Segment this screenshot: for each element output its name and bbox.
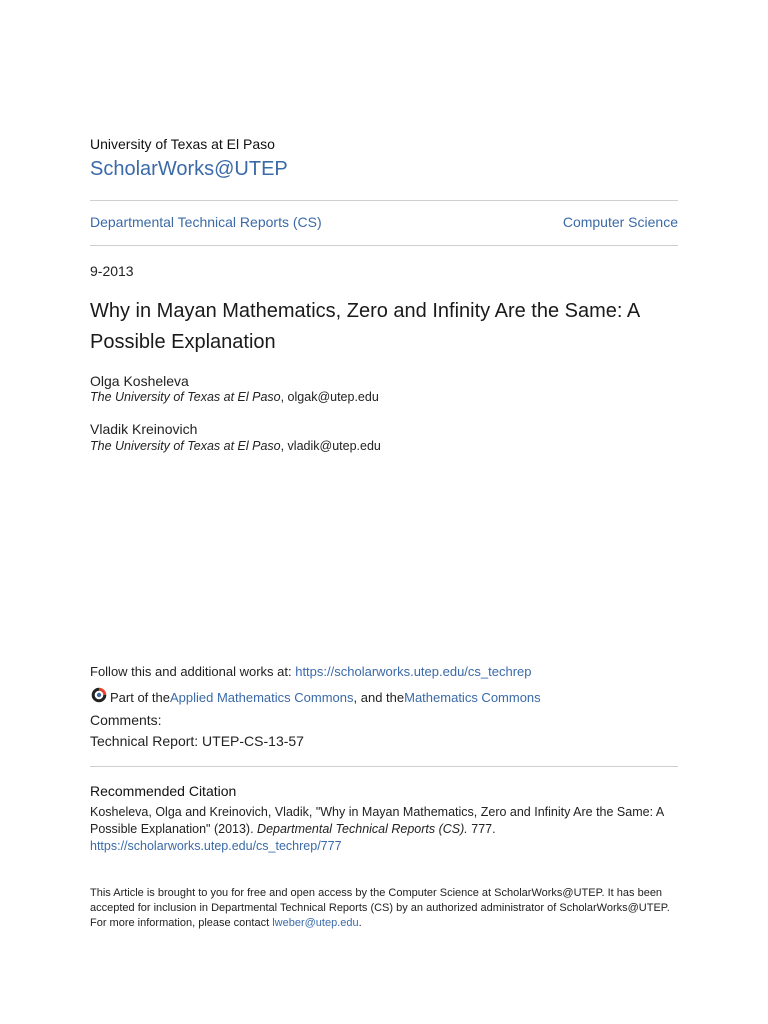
citation-text: Kosheleva, Olga and Kreinovich, Vladik, "Why in Mayan Mathematics, Zero and Infinity Are the Same: A Possible Explanation" (2013). <box>90 805 664 836</box>
citation-body <box>90 804 678 855</box>
math-commons-link[interactable]: Mathematics Commons <box>404 689 541 705</box>
citation-heading: Recommended Citation <box>90 783 237 799</box>
author-affiliation <box>90 439 381 453</box>
applied-math-commons-link[interactable]: Applied Mathematics Commons <box>169 689 354 705</box>
author-affiliation <box>90 390 379 404</box>
citation-number: 777. <box>467 822 496 836</box>
contact-email-link[interactable]: lweber@utep.edu <box>272 917 359 929</box>
affiliation-text: The University of Texas at El Paso <box>90 439 281 453</box>
divider <box>90 245 678 246</box>
affiliation-text: The University of Texas at El Paso <box>90 390 281 404</box>
footer-text: This Article is brought to you for free and open access by the Computer Science at ScholarWorks@UTEP. It has been accepted for inclusion in Departmental Technical Reports (CS) by an authorized administrator of ScholarWorks@UTEP. For more information, please contact <box>90 887 670 929</box>
footer-end: . <box>358 917 362 929</box>
repository-link[interactable]: ScholarWorks@UTEP <box>90 158 288 180</box>
divider <box>90 766 678 767</box>
author-email: , olgak@utep.edu <box>280 390 379 404</box>
institution-name: University of Texas at El Paso <box>90 136 275 152</box>
footer-notice <box>90 886 678 931</box>
citation-link[interactable]: https://scholarworks.utep.edu/cs_techrep/777 <box>90 839 342 853</box>
part-of-prefix: Part of the <box>110 689 170 705</box>
follow-line <box>90 664 532 679</box>
author-name: Vladik Kreinovich <box>90 421 198 437</box>
part-of-middle: , and the <box>353 689 405 705</box>
comments-text: Technical Report: UTEP-CS-13-57 <box>90 733 304 749</box>
comments-label: Comments: <box>90 712 162 728</box>
department-link[interactable]: Computer Science <box>562 214 678 230</box>
divider <box>90 200 678 201</box>
follow-prefix: Follow this and additional works at: <box>90 664 296 679</box>
author-email: , vladik@utep.edu <box>280 439 381 453</box>
part-of-line <box>90 688 541 706</box>
collection-link[interactable]: https://scholarworks.utep.edu/cs_techrep <box>295 664 532 679</box>
open-access-icon <box>90 686 108 704</box>
series-link[interactable]: Departmental Technical Reports (CS) <box>90 214 322 230</box>
paper-title: Why in Mayan Mathematics, Zero and Infinity Are the Same: A Possible Explanation <box>90 300 640 353</box>
author-name: Olga Kosheleva <box>90 373 189 389</box>
citation-journal: Departmental Technical Reports (CS). <box>257 822 468 836</box>
series-nav <box>90 214 678 230</box>
publication-date: 9-2013 <box>90 263 134 279</box>
